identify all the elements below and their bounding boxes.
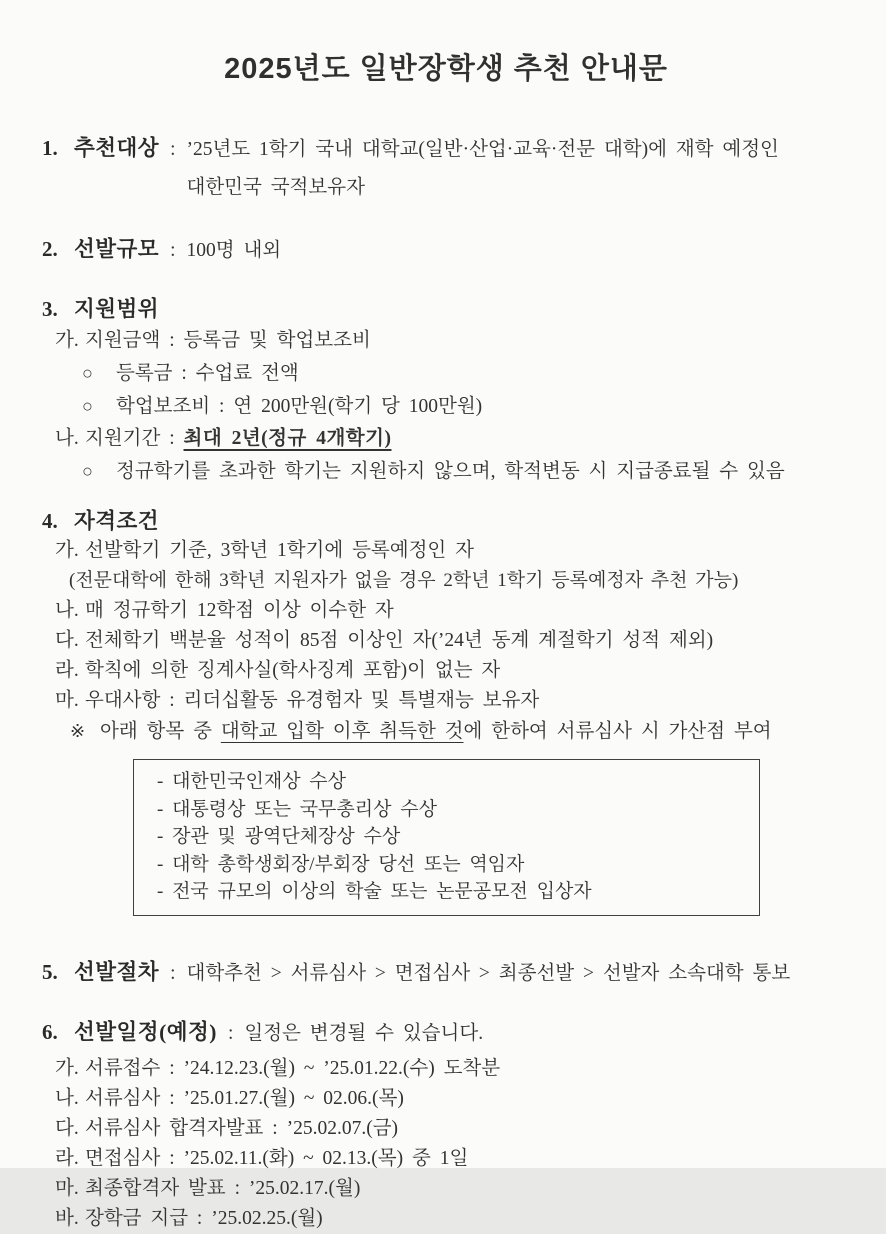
- schedule-item-label: 라.: [55, 1147, 79, 1169]
- award-box-item: - 대통령상 또는 국무총리상 수상: [157, 798, 437, 820]
- bonus-award-box: [133, 759, 760, 916]
- schedule-item-final-result: [42, 1174, 850, 1204]
- schedule-item-payment: [42, 1204, 850, 1234]
- schedule-item-text: 서류접수 : ’24.12.23.(월) ~ ’25.01.22.(수) 도착분: [85, 1057, 501, 1079]
- support-period-emphasis: 최대 2년(정규 4개학기): [183, 428, 392, 449]
- section-3-support-scope: [42, 293, 850, 488]
- bonus-point-note: [42, 716, 850, 747]
- schedule-item-interview: [42, 1144, 850, 1174]
- section-5-body: 대학추천 > 서류심사 > 면접심사 > 최종선발 > 선발자 소속대학 통보: [186, 962, 791, 984]
- sub-item-label: 나.: [55, 428, 79, 449]
- sub-item-text: 전체학기 백분율 성적이 85점 이상인 자(’24년 동계 계절학기 성적 제외): [85, 630, 714, 651]
- award-box-item: - 대학 총학생회장/부회장 당선 또는 역임자: [157, 853, 525, 875]
- sub-item-text: [85, 423, 391, 455]
- bonus-note-underlined: 대학교 입학 이후 취득한 것: [220, 721, 464, 742]
- circle-item-tuition: [42, 357, 850, 390]
- award-box-item: - 장관 및 광역단체장상 수상: [157, 826, 401, 847]
- schedule-item-text: 최종합격자 발표 : ’25.02.17.(월): [85, 1177, 361, 1199]
- circle-bullet-icon: ○: [82, 363, 93, 383]
- sub-item-preference: [42, 686, 850, 716]
- schedule-item-text: 서류심사 : ’25.01.27.(월) ~ 02.06.(목): [85, 1087, 404, 1109]
- section-1-heading: 추천대상: [74, 136, 160, 160]
- schedule-item-text: 서류심사 합격자발표 : ’25.02.07.(금): [85, 1117, 399, 1139]
- sub-item-label: 가.: [55, 540, 79, 561]
- sub-item-note: (전문대학에 한해 3학년 지원자가 없을 경우 2학년 1학기 등록예정자 추천 가능): [69, 570, 739, 591]
- sub-item-label: 다.: [55, 630, 79, 651]
- section-2-number: 2.: [42, 237, 58, 261]
- section-1-heading-row: [42, 131, 850, 207]
- schedule-item-label: 가.: [55, 1057, 79, 1079]
- circle-bullet-icon: ○: [82, 461, 93, 481]
- section-5-number: 5.: [42, 959, 58, 984]
- section-3-heading-row: [42, 293, 850, 325]
- target-line-1: ’25년도 1학기 국내 대학교(일반·산업·교육·전문 대학)에 재학 예정인: [186, 139, 779, 160]
- sub-item-label: 나.: [55, 600, 79, 621]
- schedule-item-label: 바.: [55, 1207, 79, 1229]
- section-1-body: [187, 131, 779, 207]
- schedule-item-label: 마.: [55, 1177, 79, 1199]
- colon-separator: :: [170, 240, 176, 261]
- section-1-number: 1.: [42, 136, 58, 160]
- sub-item-label: 라.: [55, 660, 79, 681]
- support-period-prefix: 지원기간 :: [85, 428, 184, 449]
- colon-separator: :: [170, 139, 176, 160]
- colon-separator: :: [170, 962, 176, 984]
- section-2-body: 100명 내외: [186, 240, 282, 261]
- section-5-heading: 선발절차: [74, 959, 160, 984]
- section-3-number: 3.: [42, 297, 58, 321]
- sub-item-credit-requirement: [42, 596, 850, 626]
- page-title: 2025년도 일반장학생 추천 안내문: [224, 53, 668, 85]
- sub-item-support-amount: [42, 325, 850, 357]
- section-2-heading-row: [42, 233, 850, 267]
- target-line-2: 대한민국 국적보유자: [186, 177, 365, 198]
- bonus-note-text: [100, 717, 772, 747]
- schedule-list: [42, 1054, 850, 1234]
- sub-item-support-period: [42, 423, 850, 455]
- section-4-eligibility: [42, 506, 850, 916]
- section-5-heading-row: [42, 956, 850, 990]
- circle-item-text: 등록금 : 수업료 전액: [116, 363, 299, 384]
- section-6-schedule: [42, 1016, 850, 1234]
- schedule-item-document-review: [42, 1084, 850, 1114]
- circle-item-text: 학업보조비 : 연 200만원(학기 당 100만원): [116, 396, 483, 417]
- reference-mark-icon: ※: [70, 721, 86, 741]
- award-box-item: - 대한민국인재상 수상: [157, 771, 347, 792]
- sub-item-label: 가.: [55, 330, 79, 351]
- schedule-item-label: 나.: [55, 1087, 79, 1109]
- schedule-item-text: 장학금 지급 : ’25.02.25.(월): [85, 1207, 323, 1229]
- section-6-number: 6.: [42, 1019, 58, 1044]
- schedule-item-text: 면접심사 : ’25.02.11.(화) ~ 02.13.(목) 중 1일: [85, 1147, 469, 1169]
- circle-item-text: 정규학기를 초과한 학기는 지원하지 않으며, 학적변동 시 지급종료될 수 있음: [116, 461, 785, 482]
- section-6-heading: 선발일정(예정): [74, 1019, 217, 1044]
- bonus-note-suffix: 에 한하여 서류심사 시 가산점 부여: [463, 721, 772, 742]
- sub-item-text: 학칙에 의한 징계사실(학사징계 포함)이 없는 자: [85, 660, 501, 681]
- section-4-heading: 자격조건: [74, 509, 160, 533]
- sub-item-grade-requirement: [42, 626, 850, 656]
- award-box-item: - 전국 규모의 이상의 학술 또는 논문공모전 입상자: [157, 881, 592, 902]
- circle-item-period-note: [42, 455, 850, 488]
- sub-item-label: 마.: [55, 690, 79, 711]
- sub-item-text: 우대사항 : 리더십활동 유경험자 및 특별재능 보유자: [85, 690, 540, 711]
- schedule-item-document-result: [42, 1114, 850, 1144]
- sub-item-semester-requirement: [42, 536, 850, 566]
- colon-separator: :: [227, 1022, 234, 1044]
- section-3-heading: 지원범위: [74, 297, 160, 321]
- section-5-selection-process: [42, 956, 850, 990]
- bonus-note-prefix: 아래 항목 중: [100, 721, 221, 742]
- schedule-item-label: 다.: [55, 1117, 79, 1139]
- section-1-recommendation-target: [42, 131, 850, 207]
- section-6-heading-row: [42, 1016, 850, 1050]
- sub-item-discipline-requirement: [42, 656, 850, 686]
- circle-bullet-icon: ○: [82, 396, 93, 416]
- section-4-heading-row: [42, 506, 850, 536]
- sub-item-text: 지원금액 : 등록금 및 학업보조비: [85, 330, 371, 351]
- section-4-number: 4.: [42, 509, 58, 533]
- schedule-item-document-submission: [42, 1054, 850, 1084]
- sub-item-text: 선발학기 기준, 3학년 1학기에 등록예정인 자: [85, 540, 474, 561]
- sub-item-text: 매 정규학기 12학점 이상 이수한 자: [85, 600, 394, 621]
- section-2-selection-scale: [42, 233, 850, 267]
- section-2-heading: 선발규모: [74, 237, 160, 261]
- circle-item-study-aid: [42, 390, 850, 423]
- section-6-body: 일정은 변경될 수 있습니다.: [244, 1022, 484, 1044]
